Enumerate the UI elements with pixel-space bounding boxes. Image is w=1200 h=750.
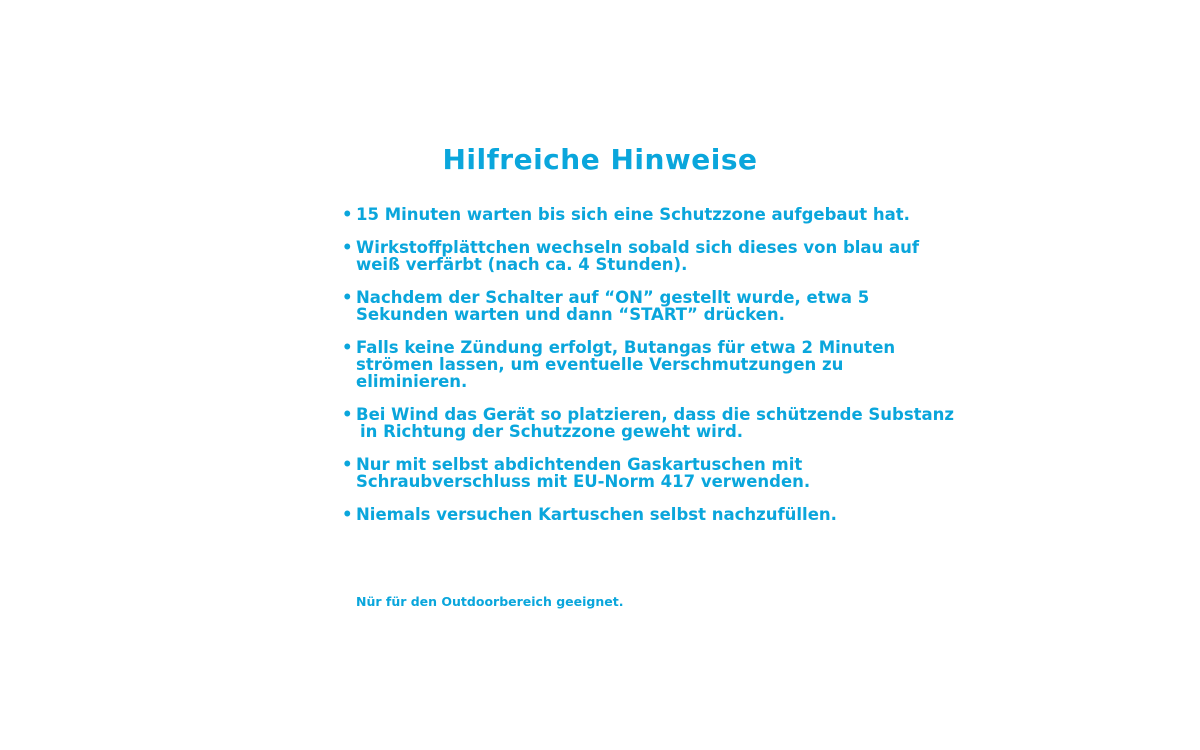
tip-line: Sekunden warten und dann “START” drücken. — [356, 305, 785, 324]
tip-line: Falls keine Zündung erfolgt, Butangas für etwa 2 Minuten — [356, 338, 896, 357]
tips-list — [341, 205, 955, 539]
tip-line: Nur mit selbst abdichtenden Gaskartuschen mit — [356, 455, 803, 474]
tip-line: 15 Minuten warten bis sich eine Schutzzone aufgebaut hat. — [356, 205, 910, 224]
bullet-icon: • — [342, 238, 353, 257]
tip-item — [341, 405, 955, 441]
bullet-icon: • — [342, 405, 353, 424]
tip-item — [341, 205, 910, 224]
tip-item — [341, 238, 920, 274]
bullet-icon: • — [342, 338, 353, 357]
tip-line: Bei Wind das Gerät so platzieren, dass die schützende Substanz — [356, 405, 955, 424]
tip-line: weiß verfärbt (nach ca. 4 Stunden). — [356, 255, 688, 274]
tip-line: eliminieren. — [356, 372, 468, 391]
tip-line: Wirkstoffplättchen wechseln sobald sich dieses von blau auf — [356, 238, 920, 257]
tip-item — [341, 338, 896, 391]
tip-line: Niemals versuchen Kartuschen selbst nachzufüllen. — [356, 505, 837, 524]
tip-item — [341, 289, 881, 323]
tip-line: in Richtung der Schutzzone geweht wird. — [360, 422, 744, 441]
tip-item — [341, 506, 881, 523]
tip-line: strömen lassen, um eventuelle Verschmutzungen zu — [356, 355, 844, 374]
bullet-icon: • — [342, 205, 353, 224]
tip-line: Schraubverschluss mit EU-Norm 417 verwenden. — [356, 472, 811, 491]
footnote: Nür für den Outdoorbereich geeignet. — [356, 594, 624, 609]
tip-line: Nachdem der Schalter auf “ON” gestellt wurde, etwa 5 — [356, 288, 870, 307]
bullet-icon: • — [342, 455, 353, 474]
tip-item — [341, 456, 881, 490]
bullet-icon: • — [342, 505, 353, 524]
bullet-icon: • — [342, 288, 353, 307]
page-title: Hilfreiche Hinweise — [442, 142, 758, 176]
